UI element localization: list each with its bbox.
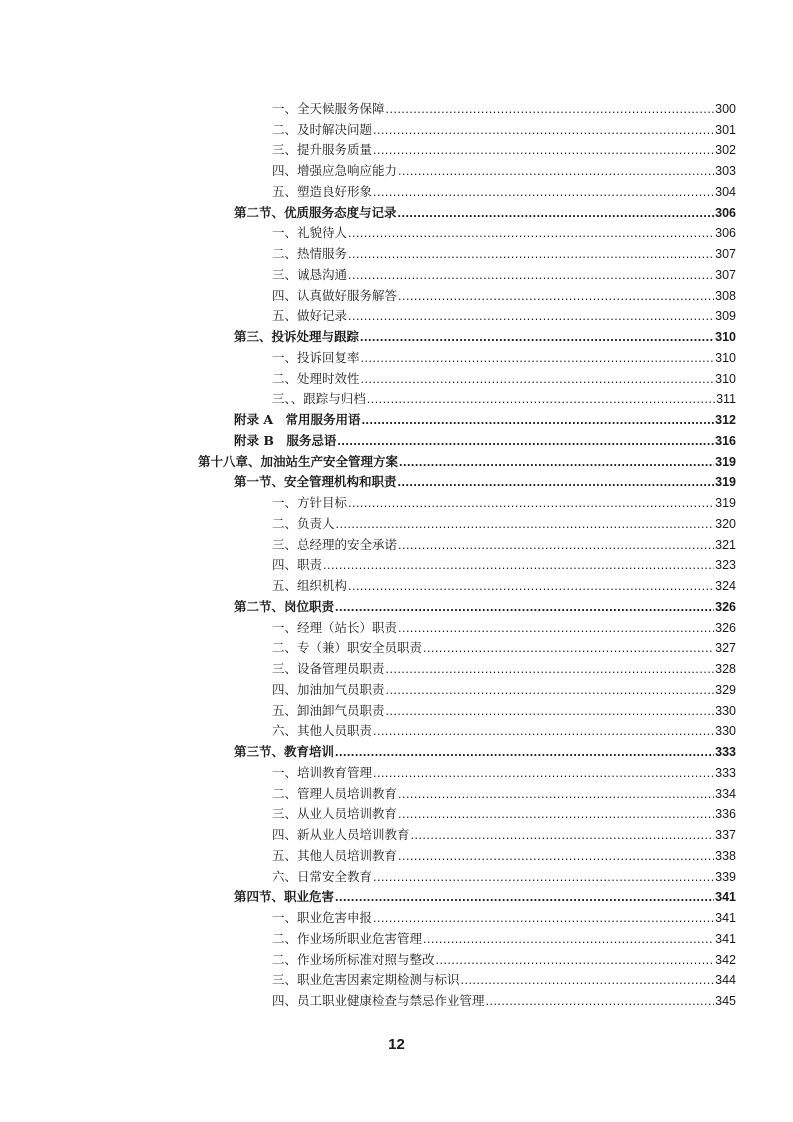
toc-entry-page: 303	[715, 164, 736, 178]
toc-entry-title: 第二节、岗位职责	[234, 598, 335, 614]
toc-dot-leader	[398, 205, 715, 221]
toc-dot-leader	[398, 806, 714, 822]
toc-item-entry[interactable]	[0, 304, 793, 325]
toc-entry-page: 302	[715, 143, 736, 158]
toc-entry-title: 四、职责	[272, 557, 323, 573]
toc-entry-page: 337	[715, 828, 736, 842]
toc-dot-leader	[423, 931, 714, 947]
toc-entry-title: 五、其他人员培训教育	[272, 847, 398, 863]
toc-entry-title: 三、诚恳沟通	[272, 266, 348, 282]
toc-section-entry[interactable]	[0, 470, 793, 491]
toc-item-entry[interactable]	[0, 241, 793, 262]
toc-dot-leader	[398, 848, 714, 864]
toc-entry-page: 341	[715, 890, 736, 905]
toc-item-entry[interactable]	[0, 947, 793, 968]
toc-item-entry[interactable]	[0, 262, 793, 283]
toc-entry-page: 333	[715, 745, 736, 759]
toc-dot-leader	[398, 288, 714, 304]
toc-item-entry[interactable]	[0, 636, 793, 657]
toc-entry-title: 五、做好记录	[272, 308, 348, 324]
toc-entry-page: 319	[715, 454, 736, 469]
toc-item-entry[interactable]	[0, 158, 793, 179]
toc-item-entry[interactable]	[0, 760, 793, 781]
toc-entry-title: 二、专（兼）职安全员职责	[272, 640, 423, 656]
toc-item-entry[interactable]	[0, 532, 793, 553]
toc-entry-title: 三、提升服务质量	[272, 142, 373, 158]
toc-entry-page: 321	[715, 537, 736, 552]
toc-entry-page: 345	[715, 994, 736, 1008]
toc-item-entry[interactable]	[0, 781, 793, 802]
toc-entry-title: 第二节、优质服务态度与记录	[234, 204, 397, 220]
toc-entry-page: 309	[715, 309, 736, 324]
toc-dot-leader	[360, 329, 714, 345]
toc-entry-page: 334	[715, 786, 736, 801]
toc-entry-page: 341	[715, 931, 736, 946]
toc-entry-page: 312	[715, 413, 736, 427]
toc-item-entry[interactable]	[0, 573, 793, 594]
toc-dot-leader	[411, 827, 715, 843]
toc-entry-title: 三、从业人员培训教育	[272, 806, 398, 822]
toc-entry-page: 326	[715, 620, 736, 635]
toc-entry-page: 310	[715, 350, 736, 365]
toc-section-entry[interactable]	[0, 324, 793, 345]
toc-dot-leader	[348, 225, 714, 241]
toc-item-entry[interactable]	[0, 698, 793, 719]
toc-entry-title: 三、职业危害因素定期检测与标识	[272, 972, 460, 988]
toc-entry-title: 附录 B 服务忌语	[234, 432, 337, 448]
toc-entry-page: 306	[715, 226, 736, 241]
toc-dot-leader	[373, 869, 714, 885]
toc-item-entry[interactable]	[0, 968, 793, 989]
toc-section-entry[interactable]	[0, 428, 793, 449]
toc-entry-page: 306	[715, 205, 736, 220]
toc-entry-page: 327	[715, 641, 736, 656]
toc-entry-title: 一、全天候服务保障	[272, 100, 385, 116]
toc-dot-leader	[436, 952, 715, 968]
toc-entry-page: 307	[715, 267, 736, 282]
toc-entry-page: 310	[715, 330, 736, 344]
toc-section-entry[interactable]	[0, 407, 793, 428]
toc-item-entry[interactable]	[0, 179, 793, 200]
toc-dot-leader	[373, 723, 714, 739]
toc-entry-title: 附录 A 常用服务用语	[234, 412, 361, 427]
table-of-contents	[0, 96, 793, 1009]
toc-item-entry[interactable]	[0, 802, 793, 823]
toc-entry-title: 一、职业危害申报	[272, 910, 373, 925]
toc-dot-leader	[373, 910, 714, 926]
toc-dot-leader	[361, 371, 715, 387]
toc-entry-title: 一、经理（站长）职责	[272, 619, 398, 635]
toc-entry-page: 341	[715, 911, 736, 925]
toc-entry-title: 二、管理人员培训教育	[272, 785, 398, 801]
toc-entry-title: 四、新从业人员培训教育	[272, 827, 410, 842]
toc-entry-title: 四、加油加气员职责	[272, 681, 385, 697]
toc-section-entry[interactable]	[0, 739, 793, 760]
toc-entry-title: 一、投诉回复率	[272, 349, 360, 365]
toc-dot-leader	[335, 599, 714, 615]
toc-dot-leader	[461, 972, 715, 988]
toc-dot-leader	[386, 661, 715, 677]
toc-entry-title: 第三、投诉处理与跟踪	[234, 329, 360, 344]
toc-entry-title: 第十八章、加油站生产安全管理方案	[198, 453, 399, 469]
toc-dot-leader	[423, 640, 714, 656]
toc-item-entry[interactable]	[0, 719, 793, 740]
toc-entry-title: 六、日常安全教育	[272, 868, 373, 884]
toc-item-entry[interactable]	[0, 138, 793, 159]
toc-entry-page: 344	[715, 973, 736, 988]
toc-entry-title: 第三节、教育培训	[234, 744, 335, 759]
toc-entry-page: 333	[715, 765, 736, 780]
toc-entry-title: 二、负责人	[272, 515, 335, 531]
toc-item-entry[interactable]	[0, 490, 793, 511]
toc-dot-leader	[361, 350, 715, 366]
toc-item-entry[interactable]	[0, 366, 793, 387]
toc-dot-leader	[398, 163, 714, 179]
toc-entry-title: 二、处理时效性	[272, 370, 360, 386]
toc-dot-leader	[348, 246, 714, 262]
toc-dot-leader	[399, 454, 714, 470]
toc-entry-title: 三、设备管理员职责	[272, 661, 385, 676]
toc-entry-page: 307	[715, 247, 736, 261]
toc-item-entry[interactable]	[0, 926, 793, 947]
toc-entry-page: 300	[715, 101, 736, 116]
toc-item-entry[interactable]	[0, 221, 793, 242]
toc-dot-leader	[398, 786, 714, 802]
toc-item-entry[interactable]	[0, 615, 793, 636]
toc-entry-title: 四、认真做好服务解答	[272, 287, 398, 303]
toc-entry-page: 301	[715, 122, 736, 137]
toc-entry-title: 二、作业场所职业危害管理	[272, 930, 423, 946]
toc-dot-leader	[386, 703, 715, 719]
toc-dot-leader	[373, 765, 714, 781]
toc-item-entry[interactable]	[0, 822, 793, 843]
toc-dot-leader	[386, 682, 715, 698]
toc-entry-title: 二、热情服务	[272, 246, 348, 261]
toc-entry-title: 五、塑造良好形象	[272, 183, 373, 199]
toc-entry-page: 324	[715, 579, 736, 593]
toc-dot-leader	[398, 537, 714, 553]
toc-item-entry[interactable]	[0, 345, 793, 366]
toc-entry-page: 328	[715, 662, 736, 676]
toc-dot-leader	[486, 993, 715, 1009]
toc-entry-page: 319	[715, 475, 736, 490]
toc-item-entry[interactable]	[0, 905, 793, 926]
toc-dot-leader	[348, 308, 714, 324]
toc-entry-title: 四、员工职业健康检查与禁忌作业管理	[272, 993, 485, 1008]
toc-item-entry[interactable]	[0, 843, 793, 864]
toc-dot-leader	[373, 184, 714, 200]
toc-entry-title: 第四节、职业危害	[234, 889, 335, 905]
toc-item-entry[interactable]	[0, 283, 793, 304]
toc-entry-title: 一、礼貌待人	[272, 225, 348, 241]
toc-section-entry[interactable]	[0, 594, 793, 615]
toc-dot-leader	[367, 391, 715, 407]
toc-dot-leader	[337, 433, 714, 449]
toc-entry-title: 三、、跟踪与归档	[272, 391, 366, 407]
toc-dot-leader	[373, 142, 714, 158]
toc-entry-title: 二、作业场所标准对照与整改	[272, 951, 435, 967]
toc-dot-leader	[336, 516, 715, 532]
toc-entry-page: 311	[716, 392, 736, 407]
toc-entry-title: 六、其他人员职责	[272, 723, 373, 739]
toc-entry-page: 336	[715, 807, 736, 822]
toc-entry-page: 316	[715, 433, 736, 448]
toc-entry-page: 342	[715, 952, 736, 967]
toc-item-entry[interactable]	[0, 553, 793, 574]
toc-section-entry[interactable]	[0, 885, 793, 906]
toc-dot-leader	[398, 474, 715, 490]
toc-entry-title: 二、及时解决问题	[272, 121, 373, 137]
toc-entry-title: 第一节、安全管理机构和职责	[234, 474, 397, 490]
toc-entry-page: 329	[715, 682, 736, 697]
toc-item-entry[interactable]	[0, 864, 793, 885]
toc-dot-leader	[386, 101, 715, 117]
toc-dot-leader	[362, 412, 715, 428]
toc-dot-leader	[323, 557, 714, 573]
toc-entry-page: 308	[715, 288, 736, 303]
toc-entry-page: 338	[715, 848, 736, 863]
toc-entry-page: 310	[715, 371, 736, 386]
toc-dot-leader	[348, 267, 714, 283]
toc-item-entry[interactable]	[0, 387, 793, 408]
toc-entry-title: 三、总经理的安全承诺	[272, 536, 398, 552]
page-number: 12	[388, 1036, 405, 1053]
toc-dot-leader	[335, 744, 714, 760]
toc-entry-title: 五、组织机构	[272, 578, 348, 593]
toc-dot-leader	[373, 122, 714, 138]
toc-item-entry[interactable]	[0, 988, 793, 1009]
toc-dot-leader	[335, 889, 714, 905]
toc-section-entry[interactable]	[0, 200, 793, 221]
toc-entry-title: 五、卸油卸气员职责	[272, 702, 385, 718]
toc-item-entry[interactable]	[0, 511, 793, 532]
toc-entry-page: 330	[715, 724, 736, 739]
toc-entry-page: 304	[715, 184, 736, 199]
toc-dot-leader	[348, 495, 714, 511]
toc-item-entry[interactable]	[0, 656, 793, 677]
toc-entry-page: 330	[715, 703, 736, 718]
toc-item-entry[interactable]	[0, 117, 793, 138]
toc-dot-leader	[348, 578, 714, 594]
toc-entry-page: 320	[715, 516, 736, 531]
toc-entry-title: 一、方针目标	[272, 495, 348, 510]
toc-item-entry[interactable]	[0, 677, 793, 698]
toc-entry-title: 四、增强应急响应能力	[272, 163, 398, 178]
toc-entry-title: 一、培训教育管理	[272, 764, 373, 780]
toc-chapter-entry[interactable]	[0, 449, 793, 470]
toc-entry-page: 319	[715, 496, 736, 510]
toc-entry-page: 339	[715, 869, 736, 884]
toc-entry-page: 323	[715, 558, 736, 573]
toc-item-entry[interactable]	[0, 96, 793, 117]
toc-entry-page: 326	[715, 599, 736, 614]
toc-dot-leader	[398, 620, 714, 636]
